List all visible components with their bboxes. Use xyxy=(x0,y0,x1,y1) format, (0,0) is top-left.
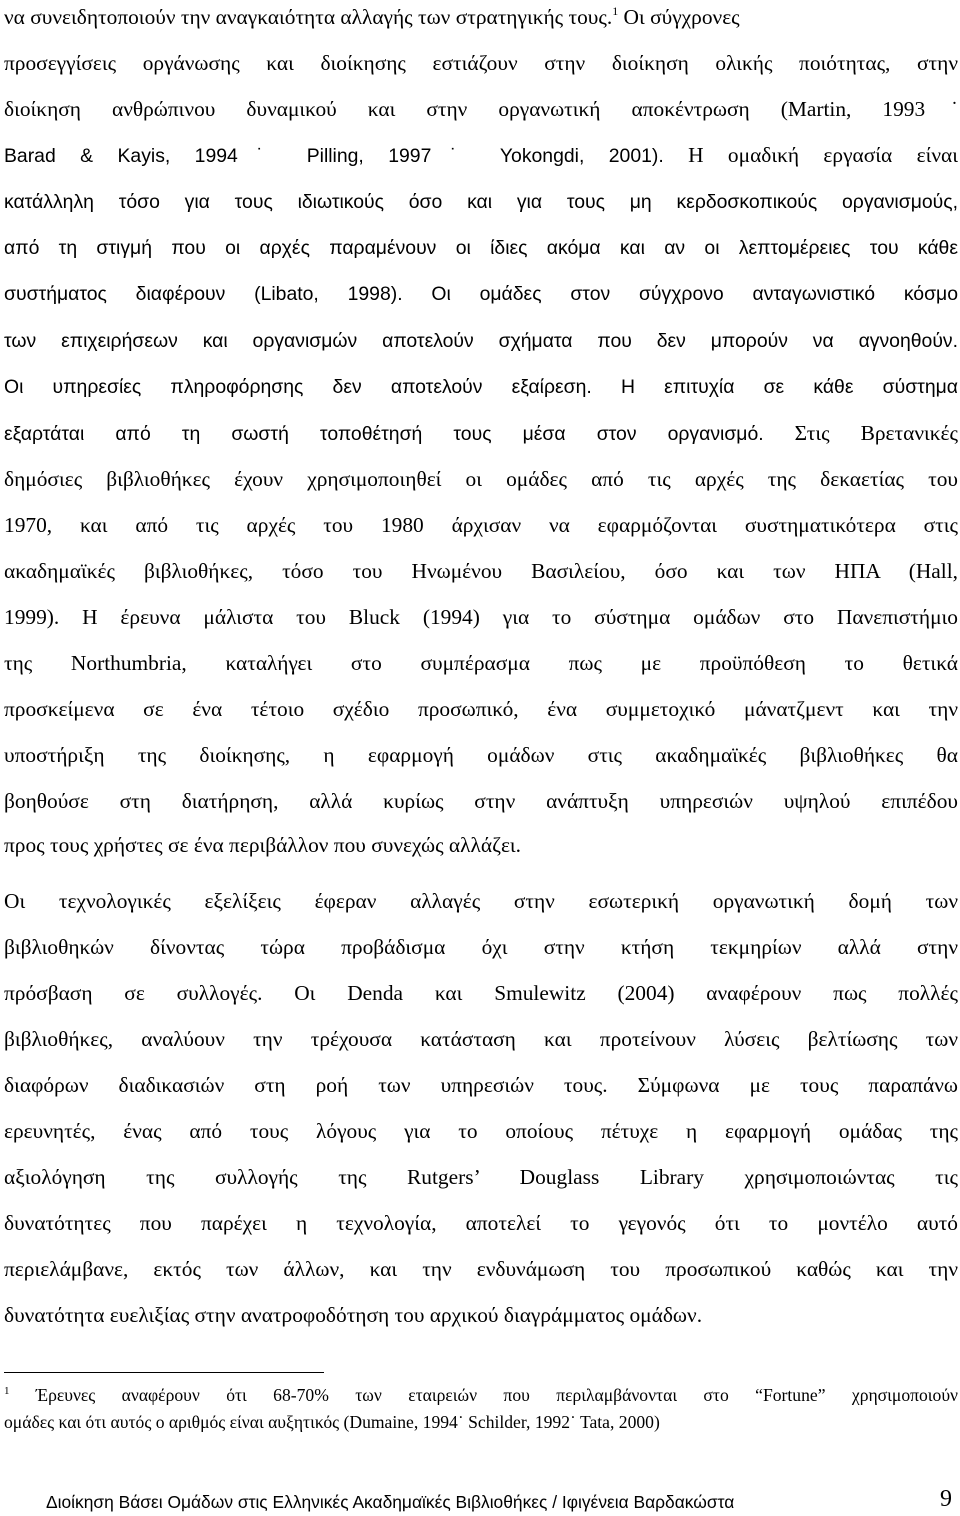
body-line: Οι τεχνολογικές εξελίξεις έφεραν αλλαγές στην εσωτερική οργανωτική δομή των xyxy=(4,889,958,913)
footnote-marker: 1 xyxy=(4,1385,10,1397)
body-line: ακαδημαϊκές βιβλιοθήκες, τόσο του Ηνωμένου Βασιλείου, όσο και των ΗΠΑ (Hall, xyxy=(4,559,958,583)
body-line: εξαρτάται από τη σωστή τοποθέτησή τους μέσα στον οργανισμό. Στις Βρετανικές xyxy=(4,421,958,445)
footnote-reference[interactable]: 1 xyxy=(612,4,619,18)
body-line: δημόσιες βιβλιοθήκες έχουν χρησιμοποιηθεί οι ομάδες από τις αρχές της δεκαετίας του xyxy=(4,467,958,491)
body-line: προς τους χρήστες σε ένα περιβάλλον που συνεχώς αλλάζει. xyxy=(4,833,522,857)
body-line: διαφόρων διαδικασιών στη ροή των υπηρεσιών τους. Σύμφωνα με τους παραπάνω xyxy=(4,1073,958,1097)
body-line: 1999). Η έρευνα μάλιστα του Bluck (1994) για το σύστημα ομάδων στο Πανεπιστήμιο xyxy=(4,605,958,629)
body-line: δυνατότητες που παρέχει η τεχνολογία, αποτελεί το γεγονός ότι το μοντέλο αυτό xyxy=(4,1211,958,1235)
body-line: προσεγγίσεις οργάνωσης και διοίκησης εστιάζουν στην διοίκηση ολικής ποιότητας, στην xyxy=(4,51,958,75)
body-line: υποστήριξη της διοίκησης, η εφαρμογή ομάδων στις ακαδημαϊκές βιβλιοθήκες θα xyxy=(4,743,958,767)
running-footer-title: Διοίκηση Βάσει Ομάδων στις Ελληνικές Ακαδημαϊκές Βιβλιοθήκες / Ιφιγένεια Βαρδακώστα xyxy=(46,1492,735,1512)
body-line: ερευνητές, ένας από τους λόγους για το οποίους πέτυχε η εφαρμογή ομάδας της xyxy=(4,1119,958,1143)
footnote-separator xyxy=(4,1372,324,1373)
body-line: διοίκηση ανθρώπινου δυναμικού και στην οργανωτική αποκέντρωση (Martin, 1993˙ xyxy=(4,97,958,121)
body-line: Οι υπηρεσίες πληροφόρησης δεν αποτελούν εξαίρεση. Η επιτυχία σε κάθε σύστημα xyxy=(4,376,958,398)
body-line: δυνατότητα ευελιξίας στην ανατροφοδότηση του αρχικού διαγράμματος ομάδων. xyxy=(4,1303,703,1327)
body-line: προσκείμενα σε ένα τέτοιο σχέδιο προσωπικό, ένα συμμετοχικό μάνατζμεντ και την xyxy=(4,697,958,721)
body-line: να συνειδητοποιούν την αναγκαιότητα αλλαγής των στρατηγικής τους.$^1$ Οι σύγχρονες xyxy=(4,4,740,29)
body-line: αξιολόγηση της συλλογής της Rutgers’ Douglass Library χρησιμοποιώντας τις xyxy=(4,1165,958,1189)
page-number: 9 xyxy=(940,1486,952,1512)
body-line: των επιχειρήσεων και οργανισμών αποτελούν σχήματα που δεν μπορούν να αγνοηθούν. xyxy=(4,330,958,352)
body-line: βοηθούσε στη διατήρηση, αλλά κυρίως στην ανάπτυξη υπηρεσιών υψηλού επιπέδου xyxy=(4,789,958,813)
body-line: από τη στιγμή που οι αρχές παραμένουν οι ίδιες ακόμα και αν οι λεπτομέρειες του κάθε xyxy=(4,237,958,259)
body-line: περιελάμβανε, εκτός των άλλων, και την ενδυνάμωση του προσωπικού καθώς και την xyxy=(4,1257,958,1281)
body-line: βιβλιοθηκών δίνοντας τώρα προβάδισμα όχι στην κτήση τεκμηρίων αλλά στην xyxy=(4,935,958,959)
body-line: πρόσβαση σε συλλογές. Οι Denda και Smulewitz (2004) αναφέρουν πως πολλές xyxy=(4,981,958,1005)
body-line: της Northumbria, καταλήγει στο συμπέρασμα πως με προϋπόθεση το θετικά xyxy=(4,651,958,675)
body-line: Barad & Kayis, 1994˙ Pilling, 1997˙ Yokongdi, 2001). Η ομαδική εργασία είναι xyxy=(4,143,958,167)
body-line: κατάλληλη τόσο για τους ιδιωτικούς όσο και για τους μη κερδοσκοπικούς οργανισμούς, xyxy=(4,191,958,213)
footnote-line: $^1$ Έρευνες αναφέρουν ότι 68-70% των εταιρειών που περιλαμβάνονται στο “Fortune” χρησιμοποιούν xyxy=(4,1385,958,1405)
footnote-line: ομάδες και ότι αυτός ο αριθμός είναι αυξητικός (Dumaine, 1994˙ Schilder, 1992˙ Tata, 2000) xyxy=(4,1412,660,1432)
body-line: βιβλιοθήκες, αναλύουν την τρέχουσα κατάσταση και προτείνουν λύσεις βελτίωσης των xyxy=(4,1027,958,1051)
body-line: συστήματος διαφέρουν (Libato, 1998). Οι ομάδες στον σύγχρονο ανταγωνιστικό κόσμο xyxy=(4,283,958,305)
body-line: 1970, και από τις αρχές του 1980 άρχισαν να εφαρμόζονται συστηματικότερα στις xyxy=(4,513,958,537)
